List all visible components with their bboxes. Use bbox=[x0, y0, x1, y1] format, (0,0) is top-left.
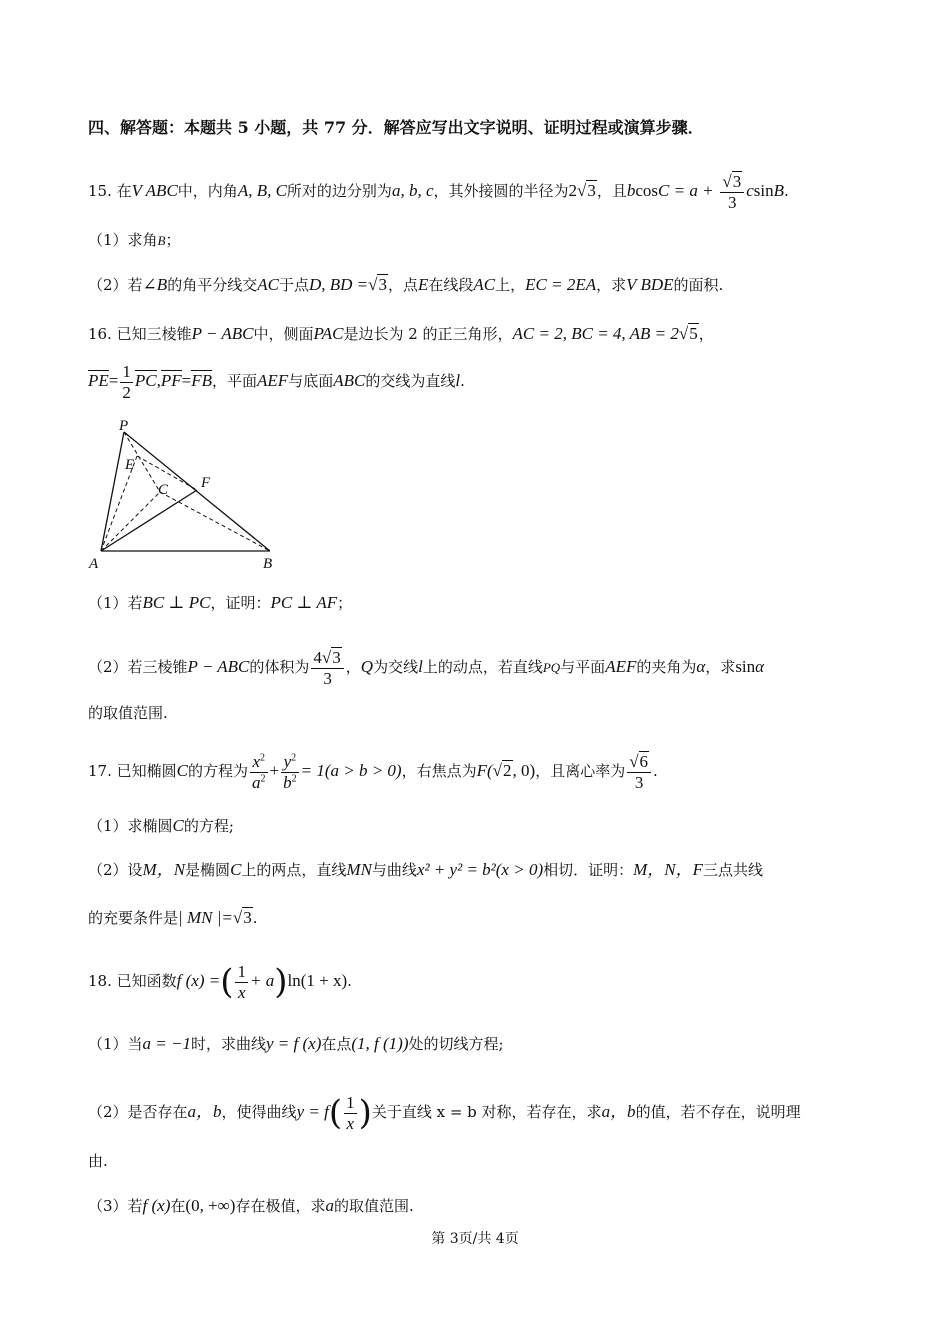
text: 在 bbox=[170, 1197, 186, 1215]
text: 中，侧面 bbox=[253, 325, 314, 343]
text: 与曲线 bbox=[371, 861, 417, 879]
cos: cos bbox=[635, 181, 659, 201]
eq-bd: D, BD = bbox=[308, 275, 369, 294]
q18-part2-cont: 由. bbox=[88, 1152, 108, 1170]
question-15: 15. 在V ABC中，内角A, B, C所对的边分别为a, b, c，其外接圆的半径为2√3，且bcosC = a + $\frac{√3}{3}$ csinB. bbox=[88, 172, 789, 212]
part-label: （1）当 bbox=[88, 1035, 143, 1053]
section-heading: 四、解答题：本题共 5 小题，共 77 分．解答应写出文字说明、证明过程或演算步骤． bbox=[88, 118, 704, 137]
eq-ec: EC = 2EA bbox=[525, 275, 597, 294]
eq-c: C = a + bbox=[658, 181, 714, 201]
angles: A, B, C bbox=[237, 181, 287, 201]
q16-part2 bbox=[88, 648, 764, 688]
equals: = bbox=[181, 371, 192, 391]
text: 处的切线方程; bbox=[408, 1035, 504, 1053]
q15-part1 bbox=[88, 233, 181, 248]
triangle-abc: V ABC bbox=[131, 181, 178, 201]
label-a: A bbox=[89, 556, 99, 572]
text: 与底面 bbox=[288, 372, 334, 391]
radicand: 3 bbox=[378, 275, 387, 294]
text: ， bbox=[698, 325, 714, 343]
focus-end: , 0) bbox=[512, 761, 536, 781]
q15-text: 在 bbox=[116, 182, 132, 201]
seg-ac: AC bbox=[257, 275, 279, 294]
line-l: l bbox=[418, 657, 423, 677]
fraction-y2-b2: $\frac{y^2}{b^2}$ bbox=[283, 752, 297, 792]
point-q: Q bbox=[360, 657, 374, 677]
text: 在点 bbox=[321, 1035, 352, 1053]
part-label: （2）若三棱锥 bbox=[88, 658, 188, 677]
part-label: （1）若 bbox=[88, 594, 143, 612]
text: 的夹角为 bbox=[636, 658, 697, 677]
text: 是椭圆 bbox=[185, 861, 231, 879]
q16-part2-cont: 的取值范围. bbox=[88, 704, 168, 722]
var-a: a bbox=[325, 1196, 334, 1215]
part-label: （3）若 bbox=[88, 1197, 143, 1215]
question-17: 17. 已知椭圆C的方程为 $\frac{x^2}{a^2}$ + $\frac{y^2}{b^2}$ = 1(a > b > 0)，右焦点为F(√2, 0)，且离心率为 $\frac{√6}{3}$ . bbox=[88, 752, 658, 792]
label-p: P bbox=[119, 418, 129, 434]
q17-part2 bbox=[88, 861, 763, 878]
condition: a = −1 bbox=[142, 1034, 191, 1053]
vector-fb: FB bbox=[191, 371, 213, 391]
q15-text: 所对的边分别为 bbox=[286, 182, 392, 201]
q17-part2-cont: 的充要条件是| MN |=√3. bbox=[88, 908, 258, 927]
edge-ac bbox=[101, 492, 160, 551]
eq-B: B bbox=[773, 181, 784, 201]
text: 上的动点，若直线 bbox=[422, 658, 543, 677]
text: 相切．证明： bbox=[543, 861, 634, 879]
var-b: B bbox=[157, 233, 166, 248]
plane-aef: AEF bbox=[257, 371, 289, 391]
condition: | MN |= bbox=[178, 908, 233, 927]
text: 在线段 bbox=[428, 276, 474, 294]
sin: sin bbox=[753, 181, 774, 201]
eq-b: b bbox=[626, 181, 636, 201]
part-label: （2）设 bbox=[88, 861, 143, 879]
text: 为交线 bbox=[373, 658, 419, 677]
eq-c2: c bbox=[746, 181, 754, 201]
fraction-1-over-x: $\frac{1}{x}$ bbox=[346, 1093, 355, 1133]
part-label: （2）若 bbox=[88, 276, 143, 294]
text: 时，求曲线 bbox=[191, 1035, 267, 1053]
text: 的值，若不存在，说明理 bbox=[635, 1103, 801, 1122]
vars-ab: a，b bbox=[187, 1102, 222, 1122]
q18-part3 bbox=[88, 1197, 414, 1214]
label-b: B bbox=[263, 556, 273, 572]
comma: , bbox=[156, 371, 161, 391]
fraction-volume: $\frac{4√3}{3}$ bbox=[311, 648, 343, 688]
points-mn: M，N bbox=[142, 860, 186, 879]
part-label: （1）求角 bbox=[88, 231, 158, 249]
curve: y = f bbox=[296, 1102, 329, 1122]
q18-part1 bbox=[88, 1035, 504, 1052]
text: . bbox=[653, 762, 658, 781]
q15-text: ，且 bbox=[596, 182, 627, 201]
text: 已知三棱锥 bbox=[116, 325, 192, 343]
ellipse-c: C bbox=[176, 761, 188, 781]
text: ，使得曲线 bbox=[221, 1103, 297, 1122]
sin: sin bbox=[735, 657, 756, 677]
text: 与平面 bbox=[560, 658, 606, 677]
q16-part1 bbox=[88, 594, 352, 611]
text: 上， bbox=[495, 276, 526, 294]
plane-abc: ABC bbox=[333, 371, 366, 391]
points-mnf: M，N，F bbox=[633, 860, 704, 879]
ellipse-c: C bbox=[172, 816, 184, 835]
text: 存在极值，求 bbox=[235, 1197, 326, 1215]
equation-rest: = 1(a > b > 0) bbox=[300, 761, 402, 781]
text: ，求 bbox=[596, 276, 627, 294]
radius-coef: 2 bbox=[568, 181, 577, 201]
vector-pe: PE bbox=[88, 371, 109, 391]
text: 关于直线 x = b 对称，若存在，求 bbox=[371, 1103, 602, 1122]
edge-pb bbox=[124, 432, 270, 551]
text: 是边长为 2 的正三角形， bbox=[343, 325, 513, 343]
fraction-x2-a2: $\frac{x^2}{a^2}$ bbox=[252, 752, 266, 792]
pyramid-figure bbox=[80, 412, 300, 577]
ln-term: ln(1 + x) bbox=[287, 971, 348, 991]
ellipse-c: C bbox=[230, 860, 242, 879]
text: ； bbox=[337, 594, 353, 612]
function-f: f (x) = bbox=[176, 971, 221, 991]
seg-ac: AC bbox=[473, 275, 496, 294]
q15-text: 中，内角 bbox=[177, 182, 238, 201]
focus: F( bbox=[476, 761, 493, 781]
edge-cb bbox=[160, 492, 270, 551]
pyramid: P − ABC bbox=[191, 324, 254, 343]
question-18: 18. 已知函数f (x) =( $\frac{1}{x}$ + a)ln(1 + x). bbox=[88, 962, 352, 1003]
part-label: （2）是否存在 bbox=[88, 1103, 188, 1122]
text: . bbox=[460, 372, 465, 391]
goal: PC ⊥ AF bbox=[270, 593, 338, 612]
question-number: 15. bbox=[88, 182, 112, 201]
equals: = bbox=[108, 371, 119, 391]
text: . bbox=[252, 909, 258, 927]
fraction-half: $\frac{1}{2}$ bbox=[122, 362, 131, 402]
point: (1, f (1)) bbox=[351, 1034, 409, 1053]
plane-aef: AEF bbox=[605, 657, 637, 677]
alpha: α bbox=[755, 657, 765, 677]
vars-ab: a，b bbox=[601, 1102, 636, 1122]
text: ，求 bbox=[705, 658, 736, 677]
vector-pf: PF bbox=[160, 371, 182, 391]
text: 三点共线 bbox=[703, 861, 764, 879]
text: 的方程为 bbox=[188, 762, 249, 781]
plus: + bbox=[269, 761, 280, 781]
text: 已知函数 bbox=[116, 972, 177, 991]
pyramid: P − ABC bbox=[187, 657, 250, 677]
radius-radicand: 3 bbox=[587, 181, 596, 201]
line-l: l bbox=[455, 371, 461, 391]
fraction-eccentricity: $\frac{√6}{3}$ bbox=[627, 752, 651, 792]
text: 上的两点，直线 bbox=[241, 861, 347, 879]
part-label: （1）求椭圆 bbox=[88, 817, 173, 835]
q16-vectors bbox=[88, 362, 465, 402]
text: 的体积为 bbox=[249, 658, 310, 677]
text: 的充要条件是 bbox=[88, 909, 179, 927]
fraction-sqrt3-over-3: $\frac{√3}{3}$ bbox=[720, 172, 744, 212]
q18-part2: （2）是否存在a，b，使得曲线y = f( $\frac{1}{x}$ )关于直线 x = b 对称，若存在，求a，b的值，若不存在，说明理 bbox=[88, 1093, 801, 1134]
label-f: F bbox=[201, 475, 211, 491]
text: 已知椭圆 bbox=[116, 762, 177, 781]
text: ，且离心率为 bbox=[535, 762, 626, 781]
label-c: C bbox=[158, 482, 169, 498]
fraction-1-over-x: $\frac{1}{x}$ bbox=[237, 962, 246, 1002]
text: ，点 bbox=[387, 276, 418, 294]
curve: x² + y² = b²(x > 0) bbox=[416, 860, 544, 879]
condition: BC ⊥ PC bbox=[142, 593, 211, 612]
side-lengths: AC = 2, BC = 4, AB = 2 bbox=[512, 324, 679, 343]
label-e: E bbox=[125, 457, 135, 473]
face-pac: PAC bbox=[313, 324, 344, 343]
q15-text: ，其外接圆的半径为 bbox=[433, 182, 569, 201]
radicand: 5 bbox=[689, 324, 698, 343]
text: ， bbox=[345, 658, 361, 677]
page-footer: 第 3页/共 4页 bbox=[431, 1231, 519, 1247]
q17-part1 bbox=[88, 817, 234, 834]
function-f: f (x) bbox=[142, 1196, 171, 1215]
text: 的取值范围. bbox=[333, 1197, 414, 1215]
q15-end: . bbox=[783, 182, 789, 201]
q15-part2: （2）若∠B的角平分线交AC于点D, BD =√3，点E在线段AC上，EC = 2EA，求V BDE的面积. bbox=[88, 275, 724, 294]
triangle-bde: V BDE bbox=[626, 275, 674, 294]
question-number: 18. bbox=[88, 972, 112, 991]
edge-pa bbox=[101, 432, 124, 551]
text: 的面积. bbox=[673, 276, 724, 294]
question-number: 17. bbox=[88, 762, 112, 781]
line-af bbox=[101, 490, 197, 551]
text: 于点 bbox=[278, 276, 309, 294]
radicand: 3 bbox=[243, 908, 252, 927]
curve: y = f (x) bbox=[266, 1034, 322, 1053]
alpha: α bbox=[696, 657, 706, 677]
part-end: ； bbox=[165, 231, 181, 249]
text: . bbox=[347, 972, 352, 991]
sides: a, b, c bbox=[391, 181, 434, 201]
text: 的方程; bbox=[183, 817, 234, 835]
text: 的交线为直线 bbox=[365, 372, 456, 391]
question-number: 16. bbox=[88, 325, 112, 343]
line-pq: PQ bbox=[542, 660, 561, 676]
angle-b: ∠B bbox=[142, 275, 168, 294]
interval: (0, +∞) bbox=[185, 1196, 236, 1215]
radicand: 2 bbox=[503, 761, 512, 781]
plus-a: + a bbox=[249, 971, 275, 991]
question-16: 16. 已知三棱锥P − ABC中，侧面PAC是边长为 2 的正三角形，AC = 2, BC = 4, AB = 2√5， bbox=[88, 324, 714, 343]
text: ，平面 bbox=[212, 372, 258, 391]
line-mn: MN bbox=[346, 860, 372, 879]
point-e: E bbox=[417, 275, 429, 294]
vector-pc: PC bbox=[134, 371, 157, 391]
text: ，右焦点为 bbox=[401, 762, 477, 781]
text: ，证明： bbox=[210, 594, 271, 612]
text: 的角平分线交 bbox=[167, 276, 258, 294]
